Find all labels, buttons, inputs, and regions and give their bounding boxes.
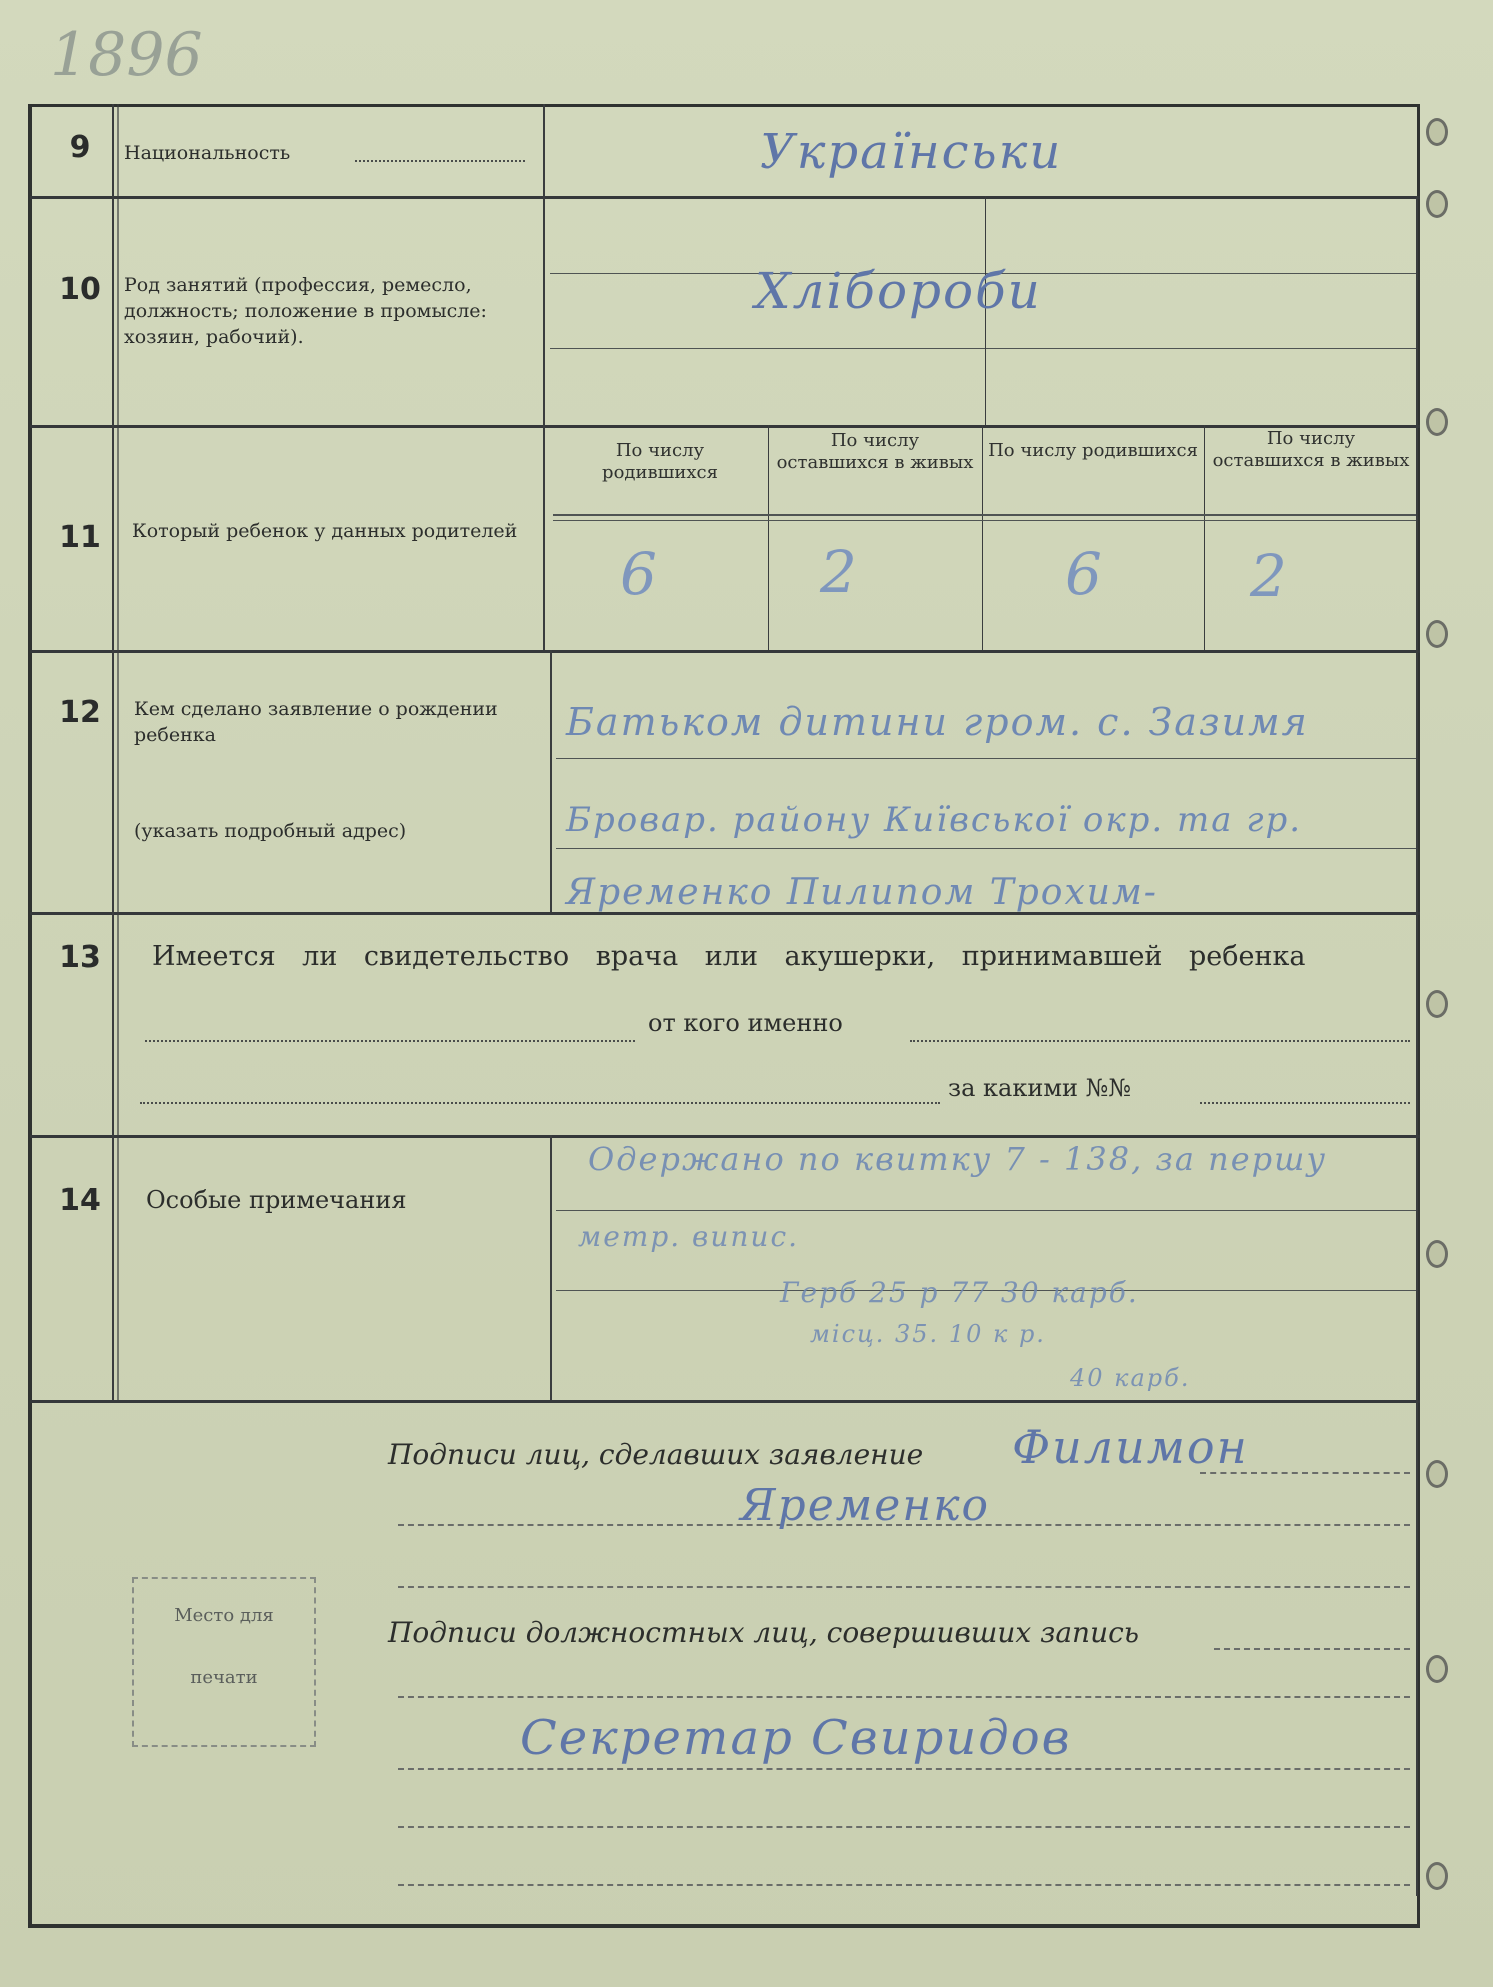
signature-line (398, 1696, 1410, 1698)
declarant-line-1: Батьком дитини гром. с. Зазимя (566, 700, 1309, 744)
numbers-label: за какими №№ (948, 1074, 1132, 1102)
binder-ring-icon (1426, 1240, 1448, 1268)
applicant-signature-2: Яременко (740, 1480, 991, 1531)
binder-ring-icon (1426, 620, 1448, 648)
official-signature-1: Секретар Свиридов (520, 1710, 1072, 1766)
label-column-line (550, 1135, 552, 1400)
ruled-line (550, 348, 1416, 349)
binder-ring-icon (1426, 118, 1448, 146)
sub-column-line (1204, 425, 1205, 650)
row-number-12: 12 (59, 695, 101, 730)
sub-column-line (768, 425, 769, 650)
living-count-value: 2 (820, 538, 857, 606)
binder-ring-icon (1426, 190, 1448, 218)
row-divider (30, 196, 1420, 199)
signature-line (1214, 1648, 1410, 1650)
label-column-line (550, 650, 552, 912)
column-header-living: По числу оставшихся в живых (1212, 428, 1410, 471)
corner-page-mark: 1896 (50, 20, 203, 90)
right-border-line (1416, 196, 1418, 1896)
sub-header-line (553, 514, 1416, 516)
remarks-line-3: Герб 25 р 77 30 карб. (780, 1276, 1139, 1309)
dot-leader (145, 1040, 635, 1042)
binder-ring-icon (1426, 1862, 1448, 1890)
column-header-living: По числу оставшихся в живых (776, 430, 974, 473)
officials-signature-label: Подписи должностных лиц, совершивших запись (388, 1616, 1140, 1649)
occupation-label: Род занятий (профессия, ремесло, должность; положение в промысле: хозяин, рабочий). (124, 274, 487, 348)
seal-label-line-2: печати (190, 1667, 258, 1688)
binder-ring-icon (1426, 1460, 1448, 1488)
row-number-10: 10 (59, 272, 101, 307)
signature-line (398, 1586, 1410, 1588)
binder-ring-icon (1426, 990, 1448, 1018)
applicant-signature-1: Филимон (1012, 1420, 1249, 1474)
applicants-signature-label: Подписи лиц, сделавших заявление (388, 1438, 924, 1471)
nationality-label: Национальность (124, 142, 291, 164)
born-count-value: 6 (620, 540, 657, 608)
declarant-line-3: Яременко Пилипом Трохим- (566, 872, 1158, 913)
remarks-line-4: місц. 35. 10 к р. (810, 1320, 1046, 1348)
address-label: (указать подробный адрес) (134, 820, 407, 842)
row-divider (30, 1400, 1420, 1403)
label-column-line (543, 104, 545, 650)
remarks-line-2: метр. випис. (578, 1220, 800, 1253)
certificate-question: Имеется ли свидетельство врача или акушерки, принимавшей ребенка (152, 941, 1306, 972)
seal-label-line-1: Место для (174, 1605, 274, 1626)
row-divider (30, 1135, 1420, 1138)
row-number-11: 11 (59, 520, 101, 555)
dot-leader (910, 1040, 1410, 1042)
dot-leader (140, 1102, 940, 1104)
binder-ring-icon (1426, 1655, 1448, 1683)
occupation-value: Хлібороби (755, 262, 1042, 320)
ruled-line (556, 758, 1416, 759)
sub-column-line (982, 425, 983, 650)
ruled-line (556, 1210, 1416, 1211)
from-whom-label: от кого именно (648, 1009, 843, 1037)
signature-line (398, 1768, 1410, 1770)
which-child-label: Который ребенок у данных родителей (132, 520, 518, 542)
declarant-label: Кем сделано заявление о рождении ребенка (134, 698, 498, 746)
remarks-label: Особые примечания (146, 1186, 407, 1214)
signature-line (398, 1884, 1410, 1886)
binder-ring-icon (1426, 408, 1448, 436)
declarant-line-2: Бровар. району Київської окр. та гр. (566, 800, 1303, 840)
row-divider (30, 650, 1420, 653)
nationality-value: Українськи (760, 124, 1063, 180)
row-number-9: 9 (69, 130, 91, 165)
sub-header-line (553, 520, 1416, 521)
born-count-value: 6 (1065, 540, 1102, 608)
dot-leader (1200, 1102, 1410, 1104)
dot-leader (355, 160, 525, 162)
remarks-line-5: 40 карб. (1070, 1364, 1191, 1392)
remarks-line-1: Одержано по квитку 7 - 138, за першу (588, 1140, 1328, 1178)
signature-line (1200, 1472, 1410, 1474)
row-number-14: 14 (59, 1183, 101, 1218)
seal-placeholder-box (132, 1577, 316, 1747)
ruled-line (556, 848, 1416, 849)
column-header-born: По числу родившихся (988, 440, 1198, 461)
signature-line (398, 1826, 1410, 1828)
row-number-13: 13 (59, 940, 101, 975)
living-count-value: 2 (1250, 542, 1287, 610)
column-header-born: По числу родившихся (602, 440, 718, 483)
